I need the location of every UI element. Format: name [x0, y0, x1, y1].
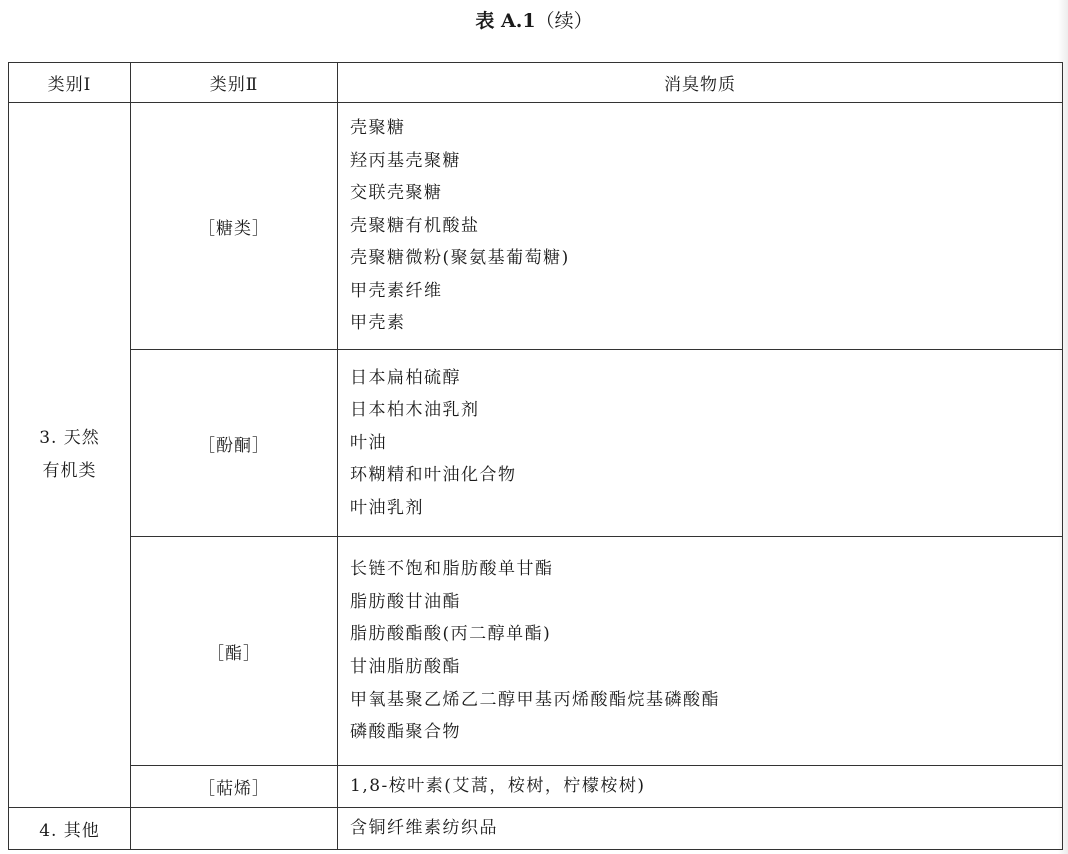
- category2-sugars: ［糖类］: [131, 103, 338, 350]
- substance-item: 壳聚糖: [350, 117, 406, 138]
- substances-phenol-ketones: [338, 350, 1063, 537]
- substance-item: 甲壳素: [350, 313, 406, 334]
- header-substances: 消臭物质: [338, 63, 1063, 103]
- substance-item: 脂肪酸酯酸(丙二醇单酯): [350, 624, 552, 645]
- category1-natural-organic: [9, 103, 131, 808]
- caption-prefix: 表 A.1: [475, 10, 536, 32]
- substance-item: 壳聚糖微粉(聚氨基葡萄糖): [350, 248, 570, 269]
- table-row-sugars: [9, 103, 1063, 350]
- substance-item: 叶油乳剂: [350, 497, 424, 518]
- substance-item: 含铜纤维素纺织品: [350, 818, 498, 839]
- substances-esters: [338, 537, 1063, 766]
- substances-terpenes: [338, 766, 1063, 808]
- substance-item: 羟丙基壳聚糖: [350, 150, 461, 171]
- substance-item: 1,8-桉叶素(艾蒿，桉树，柠檬桉树): [350, 776, 646, 797]
- category1-line: 3. 天然: [39, 428, 100, 448]
- category2-terpenes: ［萜烯］: [131, 766, 338, 808]
- caption-suffix: （续）: [535, 10, 593, 32]
- table-header-row: [9, 63, 1063, 103]
- table-row-esters: [9, 537, 1063, 766]
- substance-item: 甲壳素纤维: [350, 280, 443, 301]
- table-row-terpenes: [9, 766, 1063, 808]
- substance-item: 磷酸酯聚合物: [350, 722, 461, 743]
- category2-other-empty: [131, 808, 338, 850]
- substance-item: 日本扁柏硫醇: [350, 367, 461, 388]
- table-row-phenol-ketones: [9, 350, 1063, 537]
- deodorant-substances-table: [8, 62, 1063, 850]
- substance-item: 脂肪酸甘油酯: [350, 591, 461, 612]
- substance-item: 甘油脂肪酸酯: [350, 657, 461, 677]
- substance-item: 交联壳聚糖: [350, 183, 443, 204]
- substance-item: 环糊精和叶油化合物: [350, 465, 517, 486]
- substance-item: 叶油: [350, 432, 387, 453]
- table-row-other: [9, 808, 1063, 850]
- header-category-2: 类别Ⅱ: [131, 63, 338, 103]
- substance-item: 甲氧基聚乙烯乙二醇甲基丙烯酸酯烷基磷酸酯: [350, 689, 720, 710]
- substances-sugars: [338, 103, 1063, 350]
- table-caption: [0, 6, 1068, 36]
- category1-line: 有机类: [42, 461, 97, 481]
- substances-other: [338, 808, 1063, 850]
- substance-item: 长链不饱和脂肪酸单甘酯: [350, 559, 554, 580]
- header-category-1: 类别Ⅰ: [9, 63, 131, 103]
- substance-item: 壳聚糖有机酸盐: [350, 215, 480, 236]
- category2-esters: ［酯］: [131, 537, 338, 766]
- category2-phenol-ketones: ［酚酮］: [131, 350, 338, 537]
- substance-item: 日本柏木油乳剂: [350, 400, 480, 421]
- category1-other: 4. 其他: [9, 808, 131, 850]
